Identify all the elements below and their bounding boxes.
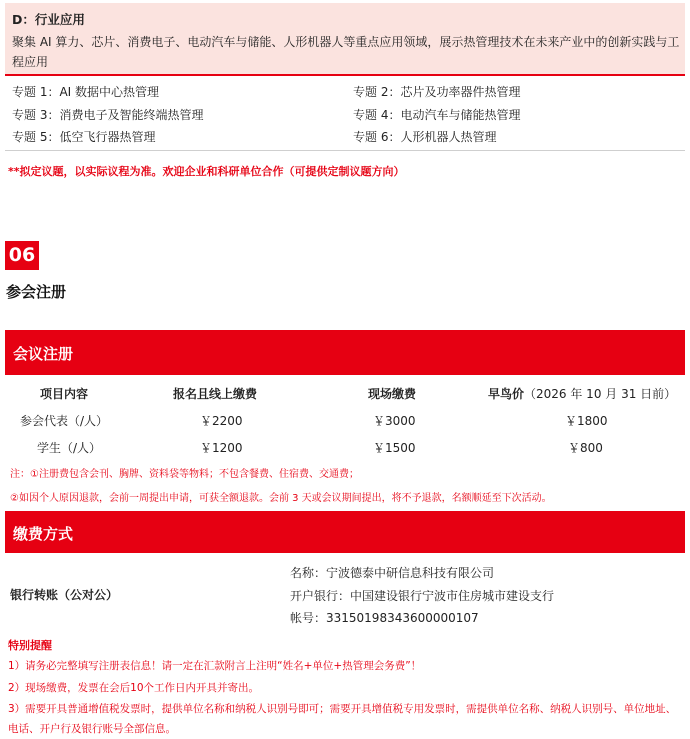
section-d-title: D：行业应用 bbox=[12, 12, 85, 27]
reminder-3: 3）需要开具普通增值税发票时，提供单位名称和纳税人识别号即可；需要开具增值税专用发票时，需提供单位名称、纳税人识别号、单位地址、电话、开户行及银行账号全部信息。 bbox=[8, 703, 677, 735]
agenda-note: **拟定议题，以实际议程为准。欢迎企业和科研单位合作（可提供定制议题方向） bbox=[8, 165, 405, 178]
fee-note-1: 注：①注册费包含会刊、胸牌、资料袋等物料；不包含餐费、住宿费、交通费； bbox=[10, 469, 359, 480]
payment-method: 银行转账（公对公） bbox=[10, 588, 119, 602]
col-header-online: 报名且线上缴费 bbox=[173, 387, 258, 401]
payee-name: 名称：宁波德泰中研信息科技有限公司 bbox=[290, 566, 495, 580]
row-early-fee: ￥800 bbox=[568, 441, 603, 455]
payment-header-band bbox=[5, 511, 685, 553]
early-deadline: （2026 年 10 月 31 日前） bbox=[524, 387, 677, 401]
row-item: 参会代表（/人） bbox=[20, 414, 109, 428]
col-header-onsite: 现场缴费 bbox=[368, 387, 417, 401]
reminder-2: 2）现场缴费，发票在会后10个工作日内开具并寄出。 bbox=[8, 682, 260, 694]
row-early-fee: ￥1800 bbox=[565, 414, 608, 428]
registration-heading: 会议注册 bbox=[13, 345, 74, 363]
row-online-fee: ￥2200 bbox=[200, 414, 243, 428]
section-number-badge: 06 bbox=[5, 241, 39, 270]
fee-note-2: ②如因个人原因退款，会前一周提出申请，可获全额退款。会前 3 天或会议期间提出，将不予退款，名额顺延至下次活动。 bbox=[10, 493, 552, 504]
row-item: 学生（/人） bbox=[37, 441, 102, 455]
payee-bank: 开户银行：中国建设银行宁波市住房城市建设支行 bbox=[290, 589, 555, 603]
reminder-1: 1）请务必完整填写注册表信息！请一定在汇款附言上注明“姓名+单位+热管理会务费”！ bbox=[8, 660, 422, 672]
section-d-description: 聚集 AI 算力、芯片、消费电子、电动汽车与储能、人形机器人等重点应用领域，展示热管理技术在未来产业中的创新实践与工程应用 bbox=[12, 35, 680, 69]
payment-heading: 缴费方式 bbox=[13, 525, 74, 543]
reminder-title: 特别提醒 bbox=[8, 639, 52, 652]
early-label: 早鸟价 bbox=[488, 387, 525, 401]
row-onsite-fee: ￥1500 bbox=[373, 441, 416, 455]
topic-2: 专题 2：芯片及功率器件热管理 bbox=[353, 85, 521, 99]
section-d-divider bbox=[5, 74, 685, 76]
topic-6: 专题 6：人形机器人热管理 bbox=[353, 130, 497, 144]
col-header-early bbox=[488, 385, 676, 402]
topic-3: 专题 3：消费电子及智能终端热管理 bbox=[12, 108, 204, 122]
section-title: 参会注册 bbox=[6, 283, 67, 301]
topic-1: 专题 1：AI 数据中心热管理 bbox=[12, 85, 160, 99]
payee-account: 帐号：33150198343600000107 bbox=[290, 611, 479, 625]
topic-5: 专题 5：低空飞行器热管理 bbox=[12, 130, 156, 144]
row-onsite-fee: ￥3000 bbox=[373, 414, 416, 428]
topics-divider bbox=[5, 150, 685, 151]
col-header-item: 项目内容 bbox=[40, 387, 89, 401]
topic-4: 专题 4：电动汽车与储能热管理 bbox=[353, 108, 521, 122]
registration-header-band bbox=[5, 330, 685, 375]
row-online-fee: ￥1200 bbox=[200, 441, 243, 455]
